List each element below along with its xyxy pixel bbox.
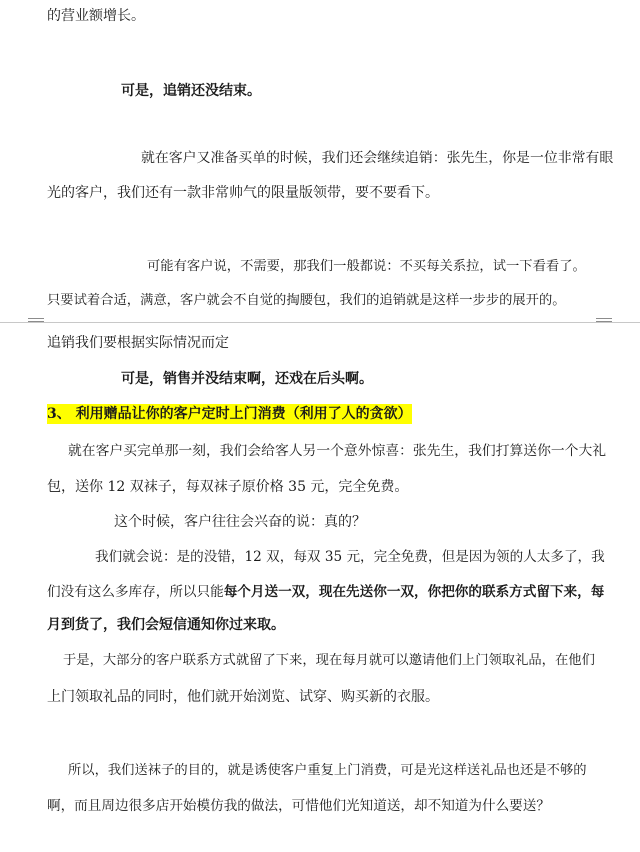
paragraph-line	[47, 582, 604, 602]
paragraph-line: 啊，而且周边很多店开始模仿我的做法，可惜他们光知道送，却不知道为什么要送？	[47, 798, 550, 814]
paragraph-line: 只要试着合适，满意，客户就会不自觉的掏腰包，我们的追销就是这样一步步的展开的。	[47, 293, 566, 308]
page-break	[0, 318, 640, 328]
section-title	[47, 404, 412, 424]
heading-sales-not-over: 可是，销售并没结束啊，还戏在后头啊。	[121, 371, 373, 387]
text-line: 的营业额增长。	[47, 8, 145, 24]
paragraph-segment: 们没有这么多库存，所以只能	[47, 584, 224, 600]
text-line: 追销我们要根据实际情况而定	[47, 335, 229, 351]
paragraph-line: 上门领取礼品的同时，他们就开始浏览、试穿、购买新的衣服。	[47, 689, 439, 705]
paragraph-line: 于是，大部分的客户联系方式就留了下来，现在每月就可以邀请他们上门领取礼品，在他们	[63, 653, 595, 668]
paragraph-line: 这个时候，客户往往会兴奋的说：真的？	[114, 514, 366, 530]
paragraph-line: 就在客户又准备买单的时候，我们还会继续追销：张先生，你是一位非常有眼	[141, 150, 614, 166]
paragraph-line-bold: 月到货了，我们会短信通知你过来取。	[47, 617, 285, 633]
paragraph-line: 就在客户买完单那一刻，我们会给客人另一个意外惊喜：张先生，我们打算送你一个大礼	[68, 443, 607, 459]
paragraph-line: 光的客户，我们还有一款非常帅气的限量版领带，要不要看下。	[47, 185, 439, 201]
paragraph-line: 所以，我们送袜子的目的，就是诱使客户重复上门消费，可是光这样送礼品也还是不够的	[68, 763, 587, 778]
paragraph-segment-bold: 每个月送一双，现在先送你一双，你把你的联系方式留下来，每	[223, 584, 605, 600]
heading-more-upsell: 可是，追销还没结束。	[121, 83, 261, 99]
paragraph-line: 包，送你 12 双袜子，每双袜子原价格 35 元，完全免费。	[47, 479, 409, 495]
page-break-marker	[596, 318, 612, 326]
paragraph-line: 可能有客户说，不需要，那我们一般都说：不买每关系拉，试一下看看了。	[147, 259, 586, 274]
paragraph-line: 我们就会说：是的没错，12 双，每双 35 元，完全免费，但是因为领的人太多了，我	[95, 549, 605, 565]
section-title-highlight: 3、 利用赠品让你的客户定时上门消费（利用了人的贪欲）	[47, 406, 412, 422]
page-break-marker	[28, 318, 44, 326]
